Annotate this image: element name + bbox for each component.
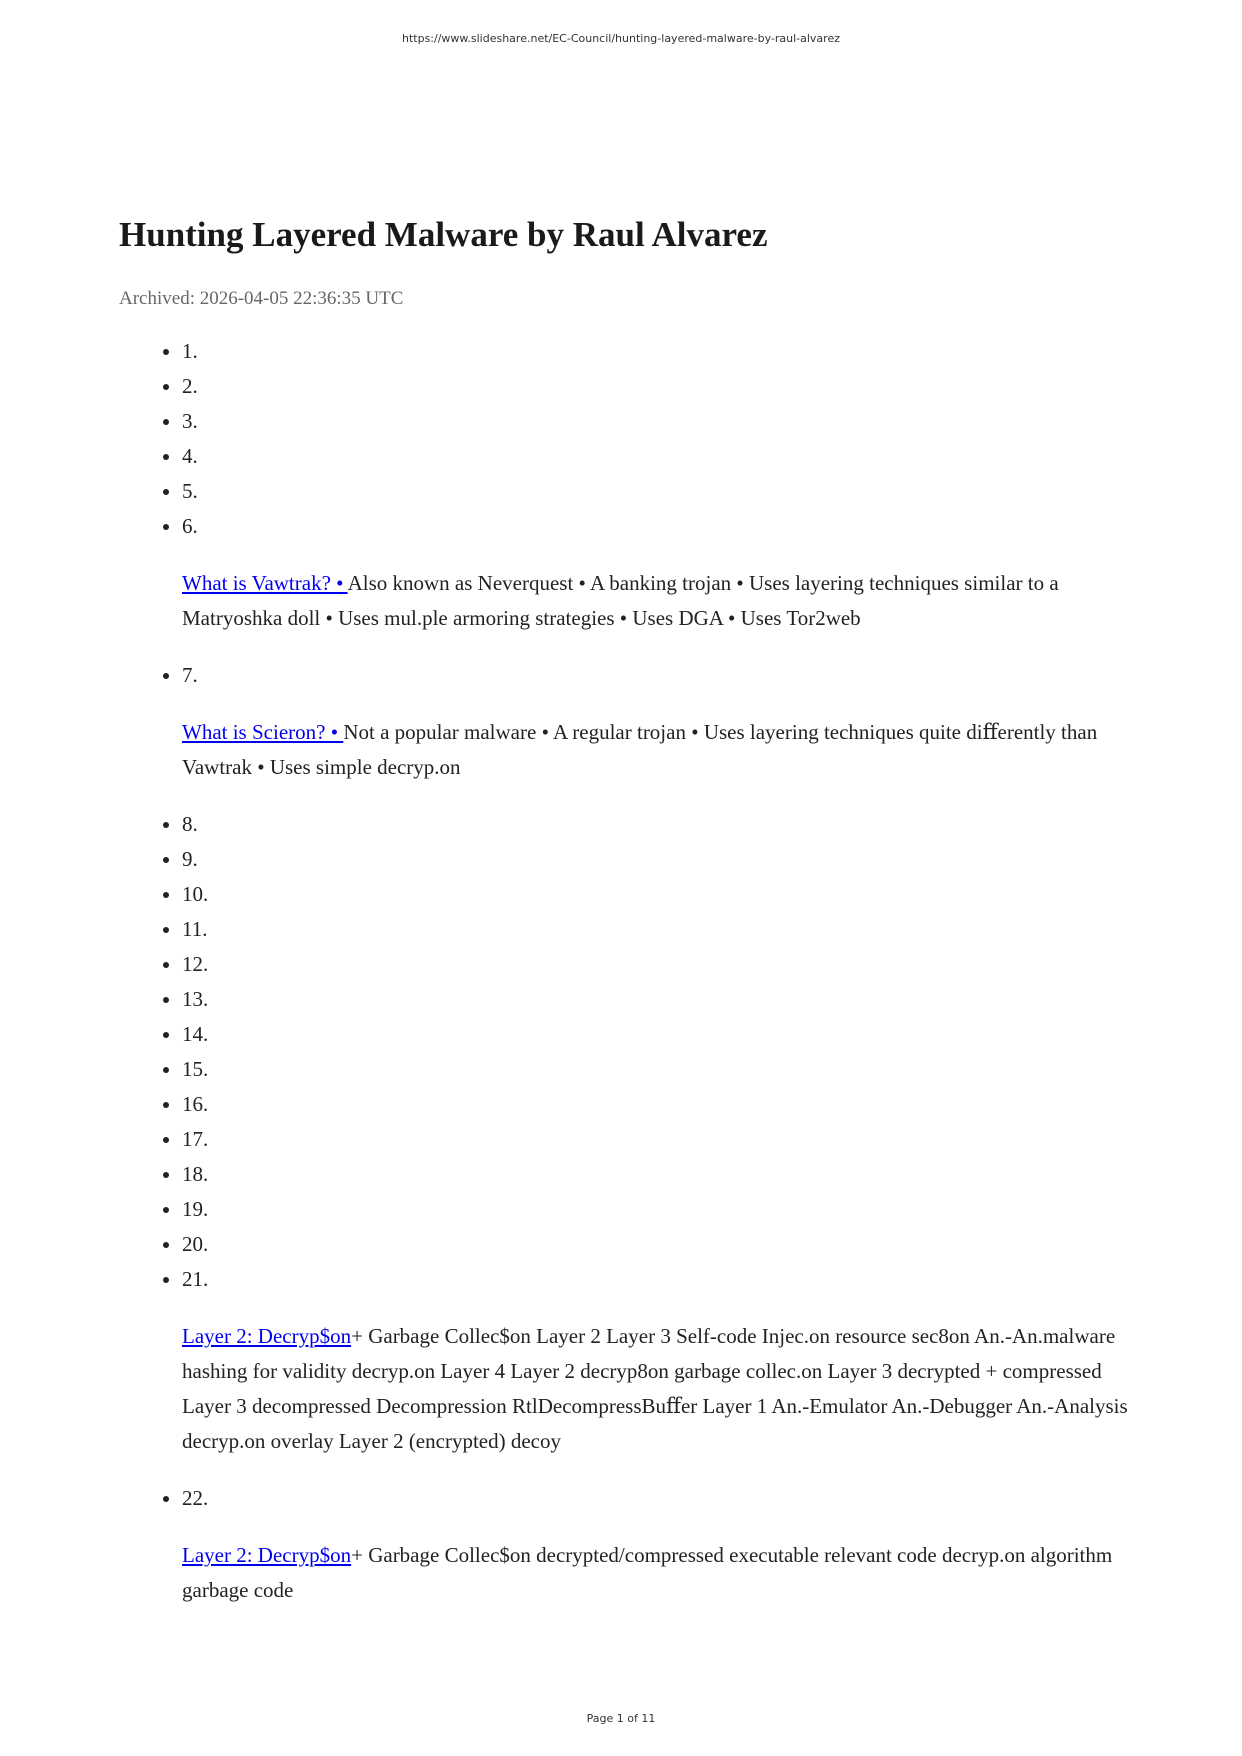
slide-link-vawtrak[interactable]: What is Vawtrak? • [182, 571, 348, 595]
slide-text [182, 1538, 1129, 1608]
list-item [182, 1262, 1129, 1459]
list-item: • 5. [182, 474, 1129, 509]
list-item: • 13. [182, 982, 1129, 1017]
slide-link-scieron[interactable]: What is Scieron? • [182, 720, 344, 744]
list-item: • 11. [182, 912, 1129, 947]
list-item: • 18. [182, 1157, 1129, 1192]
slide-description: Also known as Neverquest • A banking trojan • Uses layering techniques similar to a Matryoshka doll • Uses mul.ple armoring strategies • Uses DGA • Uses Tor2web [182, 571, 1059, 630]
slide-link-layer2-decryption[interactable]: Layer 2: Decryp$on [182, 1324, 352, 1348]
list-item: • 19. [182, 1192, 1129, 1227]
list-item [182, 509, 1129, 636]
slide-number: 7. [182, 663, 198, 687]
list-item: • 4. [182, 439, 1129, 474]
slide-link-layer2-decryption-2[interactable]: Layer 2: Decryp$on [182, 1543, 352, 1567]
slide-number: 21. [182, 1267, 209, 1291]
slide-text [182, 566, 1129, 636]
slide-description: + Garbage Collec$on decrypted/compressed executable relevant code decryp.on algorithm garbage code [182, 1543, 1113, 1602]
slide-text [182, 715, 1129, 785]
page-url-header: https://www.slideshare.net/EC-Council/hunting-layered-malware-by-raul-alvarez [401, 32, 840, 45]
list-item: • 1. [182, 334, 1129, 369]
slide-number: 22. [182, 1486, 209, 1510]
page-title: Hunting Layered Malware by Raul Alvarez [119, 215, 768, 254]
page-number-footer: Page 1 of 11 [586, 1712, 656, 1725]
slide-description: Not a popular malware • A regular trojan • Uses layering techniques quite diﬀerently than Vawtrak • Uses simple decryp.on [182, 720, 1098, 779]
list-item [182, 1481, 1129, 1608]
list-item: • 12. [182, 947, 1129, 982]
slide-number: 6. [182, 514, 198, 538]
list-item: • 2. [182, 369, 1129, 404]
document-content [119, 210, 1129, 1630]
list-item: • 15. [182, 1052, 1129, 1087]
list-item [182, 658, 1129, 785]
list-item: • 3. [182, 404, 1129, 439]
slide-description: + Garbage Collec$on Layer 2 Layer 3 Self-code Injec.on resource sec8on An.-An.malware hashing for validity decryp.on Layer 4 Layer 2 decryp8on garbage collec.on Layer 3 decrypted + compressed Layer 3 decompressed Decompression RtlDecompressBuﬀer Layer 1 An.-Emulator An.-Debugger An.-Analysis decryp.on overlay Layer 2 (encrypted) decoy [182, 1324, 1128, 1453]
list-item: • 14. [182, 1017, 1129, 1052]
archived-timestamp: Archived: 2026-04-05 22:36:35 UTC [119, 288, 404, 309]
list-item: • 9. [182, 842, 1129, 877]
list-item: • 10. [182, 877, 1129, 912]
list-item: • 20. [182, 1227, 1129, 1262]
list-item: • 16. [182, 1087, 1129, 1122]
list-item: • 17. [182, 1122, 1129, 1157]
slide-list [119, 334, 1129, 1608]
list-item: • 8. [182, 807, 1129, 842]
slide-text [182, 1319, 1129, 1459]
